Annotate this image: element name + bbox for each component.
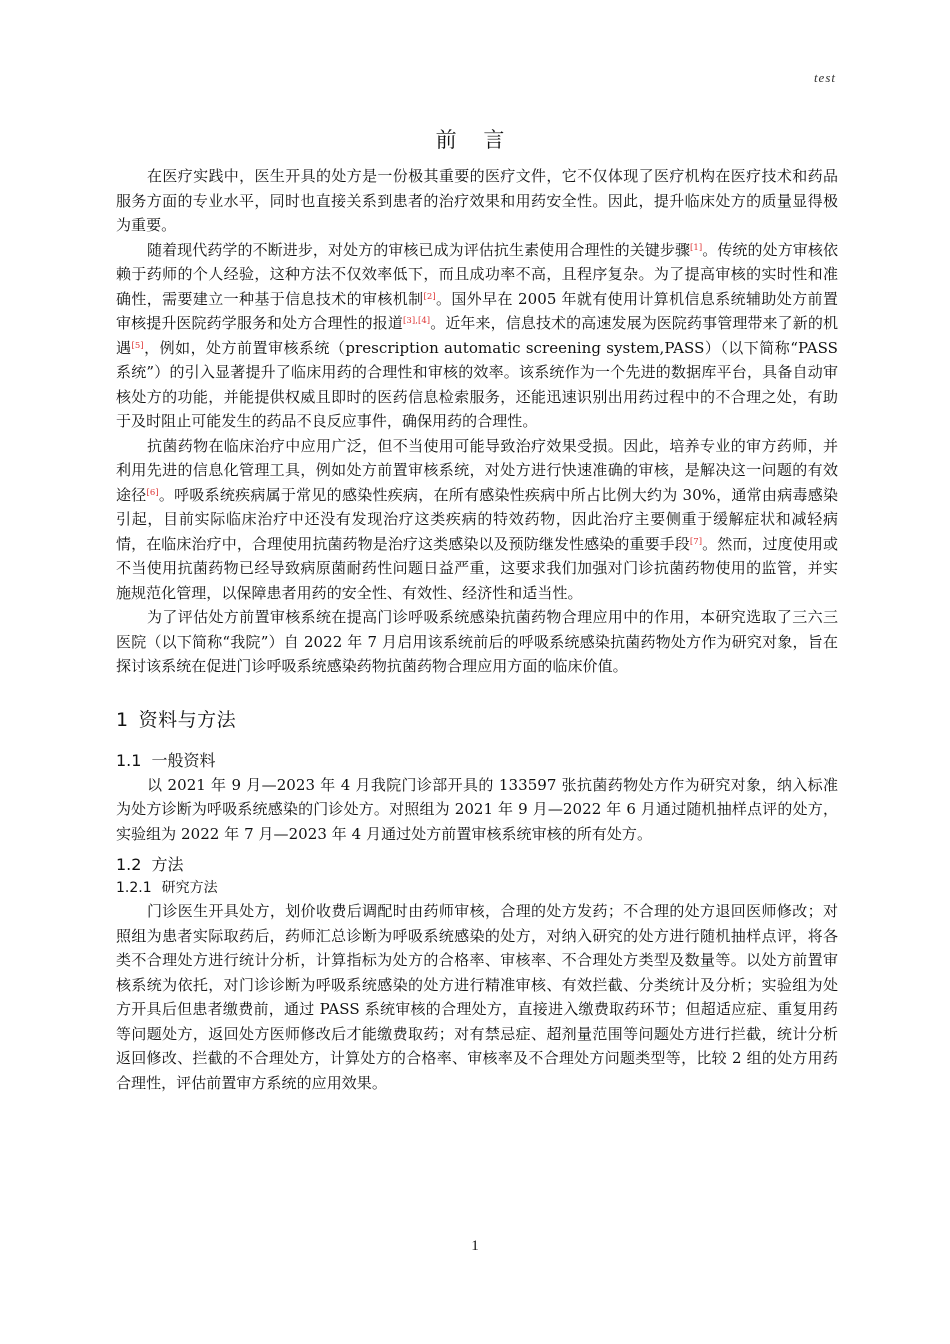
citation[interactable]: [6] [146, 487, 159, 498]
intro-paragraph-3 [116, 434, 838, 606]
text-run: ，例如，处方前置审核系统（prescription automatic screening system,PASS）（以下简称“PASS 系统”）的引入显著提升了临床用药的合理性和审核的效率。该系统作为一个先进的数据库平台，具备自动审核处方的功能，并能提供权威且即时的医药信息检索服务，还能迅速识别出用药过程中的不合理之处，有助于及时阻止可能发生的药品不良反应事件，确保用药的合理性。 [116, 338, 838, 430]
citation[interactable]: [1] [690, 242, 703, 253]
text-run: 。近年来，信息技术的高速发展为医院药事管理带来了新的机遇 [116, 314, 839, 357]
subsection-title: 方法 [151, 855, 184, 874]
subsubsection-paragraph: 门诊医生开具处方，划价收费后调配时由药师审核，合理的处方发药；不合理的处方退回医师修改；对照组为患者实际取药后，药师汇总诊断为呼吸系统感染的处方，对纳入研究的处方进行随机抽样点评，将各类不合理处方进行统计分析，计算指标为处方的合格率、审核率、不合理处方类型及数量等。以处方前置审核系统为依托，对门诊诊断为呼吸系统感染的处方进行精准审核、有效拦截、分类统计及分析；实验组为处方开具后但患者缴费前，通过 PASS 系统审核的合理处方，直接进入缴费取药环节；但超适应症、重复用药等问题处方，返回处方医师修改后才能缴费取药；对有禁忌症、超剂量范围等问题处方进行拦截，统计分析返回修改、拦截的不合理处方，计算处方的合格率、审核率及不合理处方问题类型等，比较 2 组的处方用药合理性，评估前置审方系统的应用效果。 [116, 902, 838, 1092]
citation[interactable]: [5] [131, 340, 144, 351]
subsection-title: 一般资料 [151, 750, 216, 770]
section-heading [116, 705, 838, 732]
text-run: 。然而，过度使用或不当使用抗菌药物已经导致病原菌耐药性问题日益严重，这要求我们加强对门诊抗菌药物使用的监管，并实施规范化管理，以保障患者用药的安全性、有效性、经济性和适当性。 [116, 534, 838, 602]
text-run: 。传统的处方审核依赖于药师的个人经验，这种方法不仅效率低下，而且成功率不高，且程序复杂。为了提高审核的实时性和准确性，需要建立一种基于信息技术的审核机制 [116, 240, 838, 308]
body-text [116, 164, 838, 1095]
subsection-number: 1.1 [116, 750, 142, 770]
section-title: 资料与方法 [138, 708, 237, 731]
page-title: 前 言 [435, 128, 515, 152]
header-tag: test [813, 70, 836, 85]
citation[interactable]: [3],[4] [403, 316, 431, 326]
subsection-number: 1.2 [116, 855, 142, 874]
subsubsection-title: 研究方法 [161, 880, 218, 896]
intro-paragraph-2 [116, 238, 838, 434]
citation[interactable]: [7] [689, 536, 703, 547]
intro-paragraph-1: 在医疗实践中，医生开具的处方是一份极其重要的医疗文件，它不仅体现了医疗机构在医疗技术和药品服务方面的专业水平，同时也直接关系到患者的治疗效果和用药安全性。因此，提升临床处方的质量显得极为重要。 [116, 167, 838, 234]
subsection-heading [116, 852, 838, 875]
subsubsection-heading [116, 877, 838, 897]
citation[interactable]: [2] [423, 291, 436, 302]
text-run: 抗菌药物在临床治疗中应用广泛，但不当使用可能导致治疗效果受损。因此，培养专业的审方药师，并利用先进的信息化管理工具，例如处方前置审核系统，对处方进行快速准确的审核，是解决这一问题的有效途径 [116, 436, 838, 504]
text-run: 。呼吸系统疾病属于常见的感染性疾病，在所有感染性疾病中所占比例大约为 30%，通常由病毒感染引起，目前实际临床治疗中还没有发现治疗这类疾病的特效药物，因此治疗主要侧重于缓解症状和减轻病情，在临床治疗中，合理使用抗菌药物是治疗这类感染以及预防继发性感染的重要手段 [116, 485, 838, 553]
page-number: 1 [471, 1238, 479, 1254]
text-run: 随着现代药学的不断进步，对处方的审核已成为评估抗生素使用合理性的关键步骤 [147, 240, 691, 259]
intro-paragraph-4: 为了评估处方前置审核系统在提高门诊呼吸系统感染抗菌药物合理应用中的作用，本研究选取了三六三医院（以下简称“我院”）自 2022 年 7 月启用该系统前后的呼吸系统感染抗菌药物处方作为研究对象，旨在探讨该系统在促进门诊呼吸系统感染药物抗菌药物合理应用方面的临床价值。 [116, 608, 838, 675]
subsubsection-number: 1.2.1 [116, 880, 152, 896]
subsection-heading [116, 748, 838, 771]
text-run: 。国外早在 2005 年就有使用计算机信息系统辅助处方前置审核提升医院药学服务和处方合理性的报道 [116, 289, 838, 332]
subsection-paragraph: 以 2021 年 9 月—2023 年 4 月我院门诊部开具的 133597 张抗菌药物处方作为研究对象，纳入标准为处方诊断为呼吸系统感染的门诊处方。对照组为 2021 年 9 月—2022 年 6 月通过随机抽样点评的处方，实验组为 2022 年 7 月—2023 年 4 月通过处方前置审核系统审核的所有处方。 [116, 775, 838, 843]
section-number: 1 [116, 708, 129, 731]
